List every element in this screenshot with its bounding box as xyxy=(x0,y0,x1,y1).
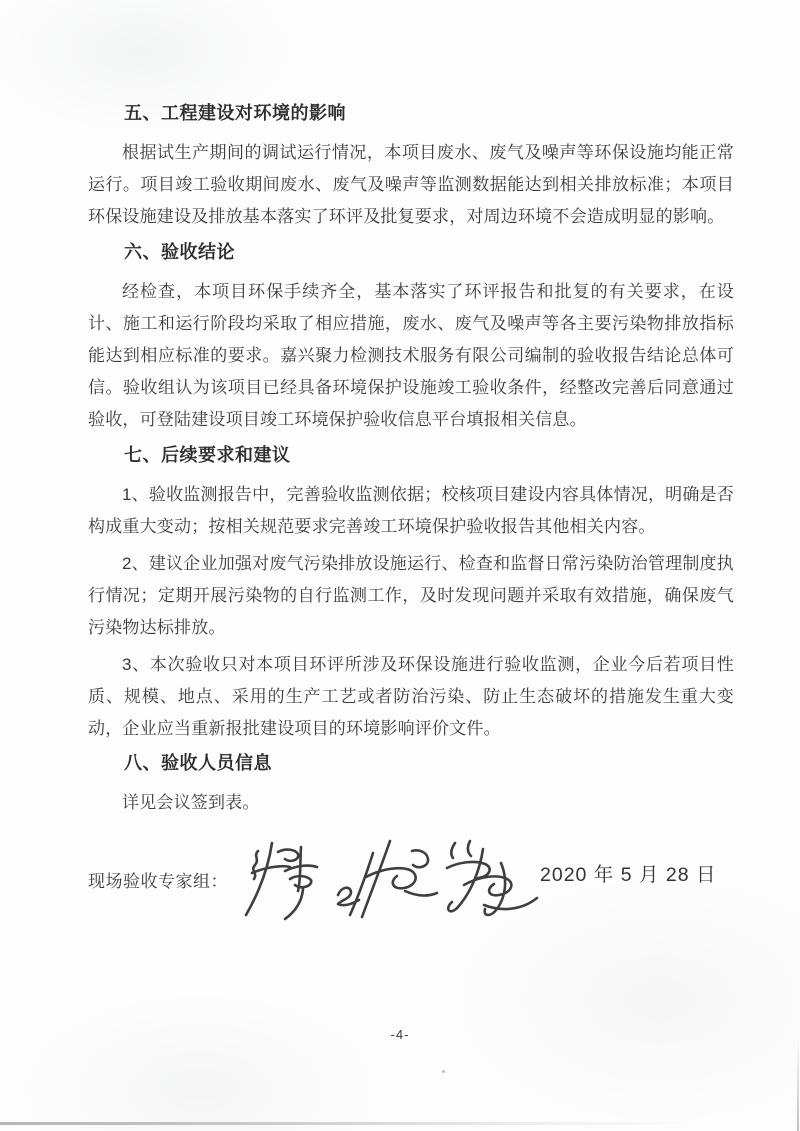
signature-date: 2020 年 5 月 28 日 xyxy=(540,864,717,886)
section-heading-7: 七、后续要求和建议 xyxy=(124,445,291,465)
page-number: -4- xyxy=(390,1027,410,1042)
body-paragraph: 详见会议签到表。 xyxy=(122,793,260,812)
body-paragraph-item-3: 3、本次验收只对本项目环评所涉及环保设施进行验收监测，企业今后若项目性质、规模、地点、采用的生产工艺或者防治污染、防止生态破坏的措施发生重大变动，企业应当重新报批建设项目的环境影响评价文件。 xyxy=(88,655,734,738)
scan-artifact-speck xyxy=(442,1070,445,1073)
body-paragraph: 根据试生产期间的调试运行情况，本项目废水、废气及噪声等环保设施均能正常运行。项目竣工验收期间废水、废气及噪声等监测数据能达到相关排放标准；本项目环保设施建设及排放基本落实了环评及批复要求，对周边环境不会造成明显的影响。 xyxy=(88,143,734,226)
document-body xyxy=(88,100,734,925)
body-paragraph-item-1: 1、验收监测报告中，完善验收监测依据；校核项目建设内容具体情况，明确是否构成重大变动；按相关规范要求完善竣工环境保护验收报告其他相关内容。 xyxy=(88,485,734,536)
scan-artifact-bottom-edge xyxy=(0,1122,710,1125)
section-heading-8: 八、验收人员信息 xyxy=(124,753,272,773)
signature-row xyxy=(88,833,734,925)
signature-label: 现场验收专家组： xyxy=(88,871,228,891)
body-paragraph-item-2: 2、建议企业加强对废气污染排放设施运行、检查和监督日常污染防治管理制度执行情况；定期开展污染物的自行监测工作，及时发现问题并采取有效措施，确保废气污染物达标排放。 xyxy=(88,554,734,637)
section-heading-5: 五、工程建设对环境的影响 xyxy=(124,103,346,123)
section-heading-6: 六、验收结论 xyxy=(124,242,235,262)
body-paragraph: 经检查，本项目环保手续齐全，基本落实了环评报告和批复的有关要求，在设计、施工和运行阶段均采取了相应措施，废水、废气及噪声等各主要污染物排放指标能达到相应标准的要求。嘉兴聚力检测技术服务有限公司编制的验收报告结论总体可信。验收组认为该项目已经具备环境保护设施竣工验收条件，经整改完善后同意通过验收，可登陆建设项目竣工环境保护验收信息平台填报相关信息。 xyxy=(88,282,734,429)
scan-artifact-right-edge xyxy=(797,1038,799,1131)
handwritten-signatures-icon xyxy=(238,835,540,923)
